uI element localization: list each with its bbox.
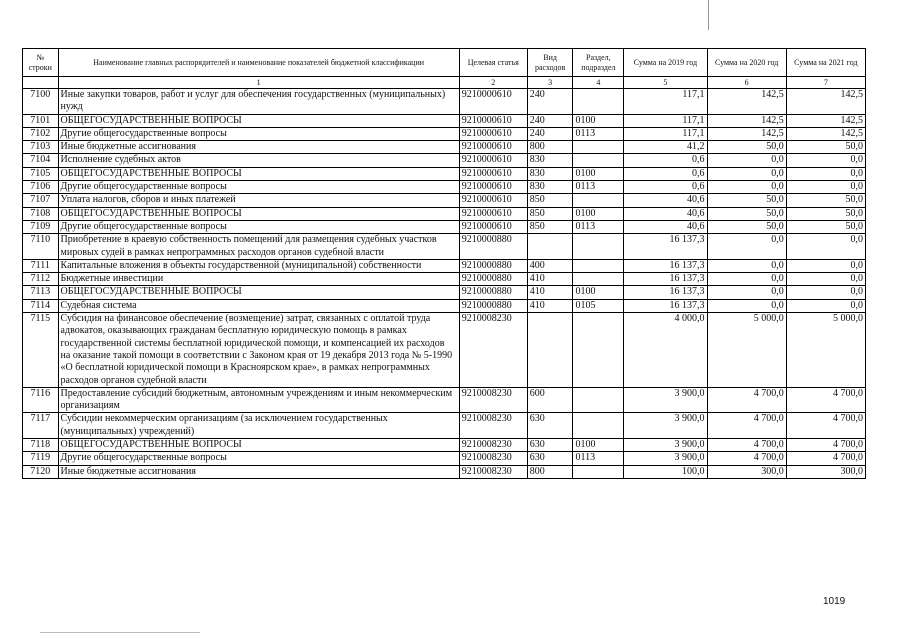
cell-vid [527,234,573,260]
cell-target: 9210000610 [459,194,527,207]
cell-vid: 400 [527,259,573,272]
cell-razdel: 0100 [573,286,624,299]
cell-row-no: 7114 [23,299,59,312]
table-row [23,141,866,154]
cell-target: 9210000880 [459,299,527,312]
cell-sum-2021: 4 700,0 [786,387,865,413]
cell-sum-2019: 16 137,3 [624,299,707,312]
cell-razdel [573,141,624,154]
cell-sum-2019: 40,6 [624,207,707,220]
cell-razdel [573,194,624,207]
cell-sum-2021: 0,0 [786,259,865,272]
cell-row-no: 7101 [23,114,59,127]
cell-razdel [573,259,624,272]
cell-name: Уплата налогов, сборов и иных платежей [58,194,459,207]
table-row [23,194,866,207]
table-header [23,49,866,89]
cell-sum-2019: 0,6 [624,154,707,167]
cell-target: 9210008230 [459,452,527,465]
cell-sum-2020: 300,0 [707,465,786,478]
cell-sum-2021: 0,0 [786,154,865,167]
cell-row-no: 7117 [23,413,59,439]
cell-vid: 800 [527,141,573,154]
cell-sum-2019: 16 137,3 [624,286,707,299]
cell-sum-2019: 40,6 [624,220,707,233]
cell-row-no: 7109 [23,220,59,233]
table-row [23,114,866,127]
cell-name: Бюджетные инвестиции [58,273,459,286]
table-row [23,286,866,299]
table-row [23,127,866,140]
cell-sum-2020: 0,0 [707,234,786,260]
cell-sum-2021: 50,0 [786,141,865,154]
cell-vid: 600 [527,387,573,413]
cell-sum-2021: 0,0 [786,299,865,312]
cell-row-no: 7100 [23,89,59,115]
cell-target: 9210008230 [459,313,527,388]
cell-sum-2020: 5 000,0 [707,313,786,388]
cell-target: 9210000610 [459,207,527,220]
cell-row-no: 7103 [23,141,59,154]
cell-sum-2020: 50,0 [707,194,786,207]
cell-sum-2020: 0,0 [707,259,786,272]
cell-row-no: 7107 [23,194,59,207]
cell-vid: 630 [527,452,573,465]
cell-vid: 240 [527,127,573,140]
header-sum-2021: Сумма на 2021 год [786,49,865,77]
cell-target: 9210000880 [459,259,527,272]
cell-razdel: 0113 [573,452,624,465]
cell-sum-2020: 0,0 [707,154,786,167]
cell-target: 9210000610 [459,181,527,194]
cell-target: 9210000610 [459,127,527,140]
cell-name: Другие общегосударственные вопросы [58,452,459,465]
cell-sum-2020: 0,0 [707,273,786,286]
cell-sum-2021: 4 700,0 [786,413,865,439]
cell-sum-2021: 300,0 [786,465,865,478]
cell-target: 9210000610 [459,114,527,127]
cell-vid: 800 [527,465,573,478]
header-razdel: Раздел, подраздел [573,49,624,77]
table-row [23,234,866,260]
cell-sum-2020: 0,0 [707,167,786,180]
cell-name: ОБЩЕГОСУДАРСТВЕННЫЕ ВОПРОСЫ [58,286,459,299]
table-row [23,413,866,439]
cell-vid: 850 [527,194,573,207]
cell-vid: 830 [527,181,573,194]
cell-sum-2021: 142,5 [786,114,865,127]
cell-vid: 850 [527,220,573,233]
cell-razdel: 0100 [573,207,624,220]
cell-name: Иные закупки товаров, работ и услуг для обеспечения государственных (муниципальных) нужд [58,89,459,115]
cell-razdel: 0100 [573,439,624,452]
cell-sum-2020: 142,5 [707,89,786,115]
cell-row-no: 7104 [23,154,59,167]
cell-name: ОБЩЕГОСУДАРСТВЕННЫЕ ВОПРОСЫ [58,167,459,180]
cell-razdel [573,465,624,478]
cell-vid: 850 [527,207,573,220]
table-row [23,452,866,465]
cell-vid: 830 [527,167,573,180]
header-vid: Вид расходов [527,49,573,77]
table-row [23,207,866,220]
cell-row-no: 7116 [23,387,59,413]
cell-razdel [573,273,624,286]
cell-razdel: 0113 [573,127,624,140]
cell-sum-2020: 142,5 [707,114,786,127]
column-number: 7 [786,77,865,89]
cell-target: 9210000610 [459,141,527,154]
cell-razdel: 0113 [573,181,624,194]
cell-row-no: 7102 [23,127,59,140]
cell-sum-2021: 142,5 [786,89,865,115]
cell-sum-2019: 100,0 [624,465,707,478]
cell-name: ОБЩЕГОСУДАРСТВЕННЫЕ ВОПРОСЫ [58,207,459,220]
cell-sum-2021: 0,0 [786,234,865,260]
cell-name: Иные бюджетные ассигнования [58,141,459,154]
cell-target: 9210008230 [459,465,527,478]
cell-name: Предоставление субсидий бюджетным, автономным учреждениям и иным некоммерческим организациям [58,387,459,413]
column-number: 5 [624,77,707,89]
cell-target: 9210000880 [459,273,527,286]
cell-target: 9210000610 [459,167,527,180]
cell-target: 9210000880 [459,286,527,299]
cell-name: Иные бюджетные ассигнования [58,465,459,478]
table-row [23,167,866,180]
column-number: 6 [707,77,786,89]
cell-vid: 410 [527,299,573,312]
cell-name: Субсидии некоммерческим организациям (за исключением государственных (муниципальных) учреждений) [58,413,459,439]
cell-sum-2019: 3 900,0 [624,413,707,439]
cell-sum-2021: 0,0 [786,273,865,286]
cell-row-no: 7120 [23,465,59,478]
table-row [23,299,866,312]
cell-target: 9210000880 [459,234,527,260]
cell-name: Судебная система [58,299,459,312]
table-body [23,89,866,479]
cell-name: Другие общегосударственные вопросы [58,181,459,194]
cell-sum-2020: 4 700,0 [707,413,786,439]
cell-vid: 410 [527,273,573,286]
cell-vid: 830 [527,154,573,167]
header-row-no: № строки [23,49,59,77]
cell-sum-2021: 50,0 [786,194,865,207]
cell-sum-2019: 0,6 [624,181,707,194]
cell-sum-2021: 142,5 [786,127,865,140]
cell-sum-2019: 16 137,3 [624,234,707,260]
cell-sum-2019: 3 900,0 [624,387,707,413]
cell-sum-2020: 142,5 [707,127,786,140]
cell-sum-2019: 117,1 [624,89,707,115]
cell-sum-2021: 0,0 [786,286,865,299]
cell-razdel [573,313,624,388]
cell-razdel [573,413,624,439]
cell-sum-2021: 4 700,0 [786,452,865,465]
cell-name: Исполнение судебных актов [58,154,459,167]
cell-row-no: 7111 [23,259,59,272]
cell-sum-2020: 0,0 [707,299,786,312]
cell-vid: 630 [527,439,573,452]
cell-razdel [573,234,624,260]
header-target: Целевая статья [459,49,527,77]
cell-sum-2020: 4 700,0 [707,452,786,465]
cell-row-no: 7108 [23,207,59,220]
cell-name: Другие общегосударственные вопросы [58,127,459,140]
page-number: 1019 [823,596,846,607]
cell-name: Другие общегосударственные вопросы [58,220,459,233]
cell-sum-2019: 16 137,3 [624,273,707,286]
table-row [23,89,866,115]
scan-margin-line [708,0,709,30]
cell-razdel: 0100 [573,114,624,127]
cell-row-no: 7106 [23,181,59,194]
header-name: Наименование главных распорядителей и наименование показателей бюджетной классификации [58,49,459,77]
column-number: 2 [459,77,527,89]
table-row [23,259,866,272]
cell-row-no: 7119 [23,452,59,465]
cell-razdel [573,387,624,413]
cell-razdel [573,89,624,115]
cell-name: ОБЩЕГОСУДАРСТВЕННЫЕ ВОПРОСЫ [58,114,459,127]
column-number: 4 [573,77,624,89]
table-row [23,465,866,478]
cell-vid: 240 [527,114,573,127]
cell-target: 9210008230 [459,387,527,413]
cell-target: 9210008230 [459,413,527,439]
cell-sum-2019: 16 137,3 [624,259,707,272]
cell-target: 9210000610 [459,89,527,115]
table-row [23,313,866,388]
cell-razdel [573,154,624,167]
cell-sum-2020: 50,0 [707,220,786,233]
table-row [23,154,866,167]
cell-razdel: 0113 [573,220,624,233]
cell-row-no: 7113 [23,286,59,299]
cell-sum-2021: 5 000,0 [786,313,865,388]
cell-sum-2020: 50,0 [707,207,786,220]
cell-sum-2021: 0,0 [786,181,865,194]
cell-row-no: 7110 [23,234,59,260]
table-row [23,273,866,286]
cell-sum-2019: 0,6 [624,167,707,180]
column-number: 1 [58,77,459,89]
cell-sum-2019: 4 000,0 [624,313,707,388]
cell-row-no: 7112 [23,273,59,286]
cell-vid: 410 [527,286,573,299]
cell-name: Приобретение в краевую собственность помещений для размещения судебных участков мировых судей в рамках непрограммных расходов органов судебной власти [58,234,459,260]
cell-name: ОБЩЕГОСУДАРСТВЕННЫЕ ВОПРОСЫ [58,439,459,452]
cell-vid [527,313,573,388]
scan-bottom-line [40,632,200,633]
cell-sum-2021: 4 700,0 [786,439,865,452]
cell-name: Субсидия на финансовое обеспечение (возмещение) затрат, связанных с оплатой труда адвокатов, оказывающих гражданам бесплатную юридическую помощь в рамках государственной системы бесплатной юридической помощи, и компенсацией их расходов на оказание такой помощи в соответствии с Законом края от 19 декабря 2013 года № 5-1990 «О бесплатной юридической помощи в Красноярском крае», в рамках непрограммных расходов органов судебной власти [58,313,459,388]
budget-table [22,48,866,479]
cell-sum-2020: 0,0 [707,181,786,194]
table-row [23,220,866,233]
cell-sum-2019: 3 900,0 [624,439,707,452]
cell-vid: 240 [527,89,573,115]
cell-name: Капитальные вложения в объекты государственной (муниципальной) собственности [58,259,459,272]
column-number-row [23,77,866,89]
cell-target: 9210000610 [459,220,527,233]
cell-sum-2019: 3 900,0 [624,452,707,465]
column-number: 3 [527,77,573,89]
cell-sum-2019: 41,2 [624,141,707,154]
table-row [23,387,866,413]
cell-sum-2021: 50,0 [786,207,865,220]
column-number [23,77,59,89]
cell-sum-2019: 117,1 [624,127,707,140]
cell-razdel: 0105 [573,299,624,312]
cell-razdel: 0100 [573,167,624,180]
header-sum-2019: Сумма на 2019 год [624,49,707,77]
cell-row-no: 7115 [23,313,59,388]
cell-vid: 630 [527,413,573,439]
cell-sum-2020: 4 700,0 [707,387,786,413]
cell-sum-2020: 4 700,0 [707,439,786,452]
cell-sum-2019: 117,1 [624,114,707,127]
cell-sum-2020: 0,0 [707,286,786,299]
cell-sum-2019: 40,6 [624,194,707,207]
table-row [23,181,866,194]
header-sum-2020: Сумма на 2020 год [707,49,786,77]
cell-row-no: 7105 [23,167,59,180]
cell-sum-2021: 0,0 [786,167,865,180]
cell-target: 9210008230 [459,439,527,452]
cell-row-no: 7118 [23,439,59,452]
cell-sum-2021: 50,0 [786,220,865,233]
table-row [23,439,866,452]
cell-target: 9210000610 [459,154,527,167]
cell-sum-2020: 50,0 [707,141,786,154]
